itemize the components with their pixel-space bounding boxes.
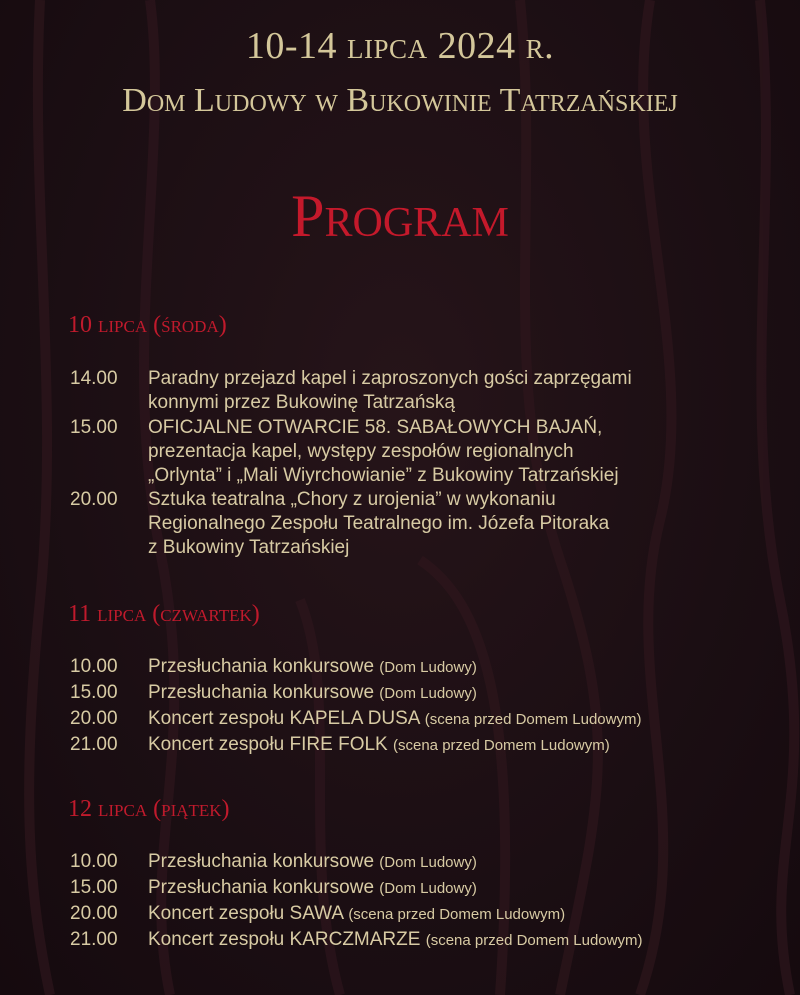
event-line: konnymi przez Bukowinę Tatrzańską xyxy=(148,392,455,413)
event-description xyxy=(148,902,788,927)
event-description xyxy=(148,367,788,415)
day-heading: 12 lipca (piątek) xyxy=(68,796,230,822)
event-line: Regionalnego Zespołu Teatralnego im. Józefa Pitoraka xyxy=(148,513,610,534)
event-description xyxy=(148,707,788,732)
event-time: 10.00 xyxy=(70,851,118,872)
event-time: 15.00 xyxy=(70,682,118,703)
event-time: 20.00 xyxy=(70,903,118,924)
event-line: Koncert zespołu KAPELA DUSA xyxy=(148,708,420,729)
event-time: 21.00 xyxy=(70,734,118,755)
event-description xyxy=(148,850,788,875)
festival-dates: 10-14 lipca 2024 r. xyxy=(245,25,555,67)
event-description xyxy=(148,733,788,758)
event-line: Przesłuchania konkursowe xyxy=(148,877,375,898)
event-time: 10.00 xyxy=(70,656,118,677)
event-line: z Bukowiny Tatrzańskiej xyxy=(148,537,350,558)
event-time: 15.00 xyxy=(70,417,118,438)
day-heading: 11 lipca (czwartek) xyxy=(68,601,260,627)
event-line: Przesłuchania konkursowe xyxy=(148,682,375,703)
event-location: (scena przed Domem Ludowym) xyxy=(424,711,642,728)
event-description xyxy=(148,681,788,706)
event-time: 20.00 xyxy=(70,489,118,510)
event-line: Przesłuchania konkursowe xyxy=(148,656,375,677)
event-time: 14.00 xyxy=(70,368,118,389)
event-time: 20.00 xyxy=(70,708,118,729)
event-location: (Dom Ludowy) xyxy=(379,685,477,702)
event-location: (Dom Ludowy) xyxy=(379,854,477,871)
day-heading: 10 lipca (środa) xyxy=(68,312,227,338)
event-location: (scena przed Domem Ludowym) xyxy=(425,932,643,949)
event-line: Koncert zespołu KARCZMARZE xyxy=(148,929,421,950)
event-line: prezentacja kapel, występy zespołów regionalnych xyxy=(148,441,574,462)
event-line: Sztuka teatralna „Chory z urojenia” w wykonaniu xyxy=(148,489,556,510)
event-location: (scena przed Domem Ludowym) xyxy=(393,737,610,754)
event-time: 15.00 xyxy=(70,877,118,898)
festival-venue: Dom Ludowy w Bukowinie Tatrzańskiej xyxy=(122,82,678,119)
event-location: (Dom Ludowy) xyxy=(379,880,477,897)
event-line: Paradny przejazd kapel i zaproszonych gości zaprzęgami xyxy=(148,368,632,389)
event-line: Koncert zespołu FIRE FOLK xyxy=(148,734,388,755)
event-description xyxy=(148,416,788,488)
event-line: „Orlynta” i „Mali Wiyrchowianie” z Bukowiny Tatrzańskiej xyxy=(148,465,619,486)
event-description xyxy=(148,876,788,901)
event-line: OFICJALNE OTWARCIE 58. SABAŁOWYCH BAJAŃ, xyxy=(148,417,603,438)
event-line: Koncert zespołu SAWA xyxy=(148,903,344,924)
event-line: Przesłuchania konkursowe xyxy=(148,851,375,872)
event-location: (Dom Ludowy) xyxy=(379,659,477,676)
event-description xyxy=(148,488,788,560)
event-time: 21.00 xyxy=(70,929,118,950)
event-location: (scena przed Domem Ludowym) xyxy=(348,906,566,923)
program-title: Program xyxy=(291,183,509,249)
event-description xyxy=(148,928,788,953)
event-description xyxy=(148,655,788,680)
